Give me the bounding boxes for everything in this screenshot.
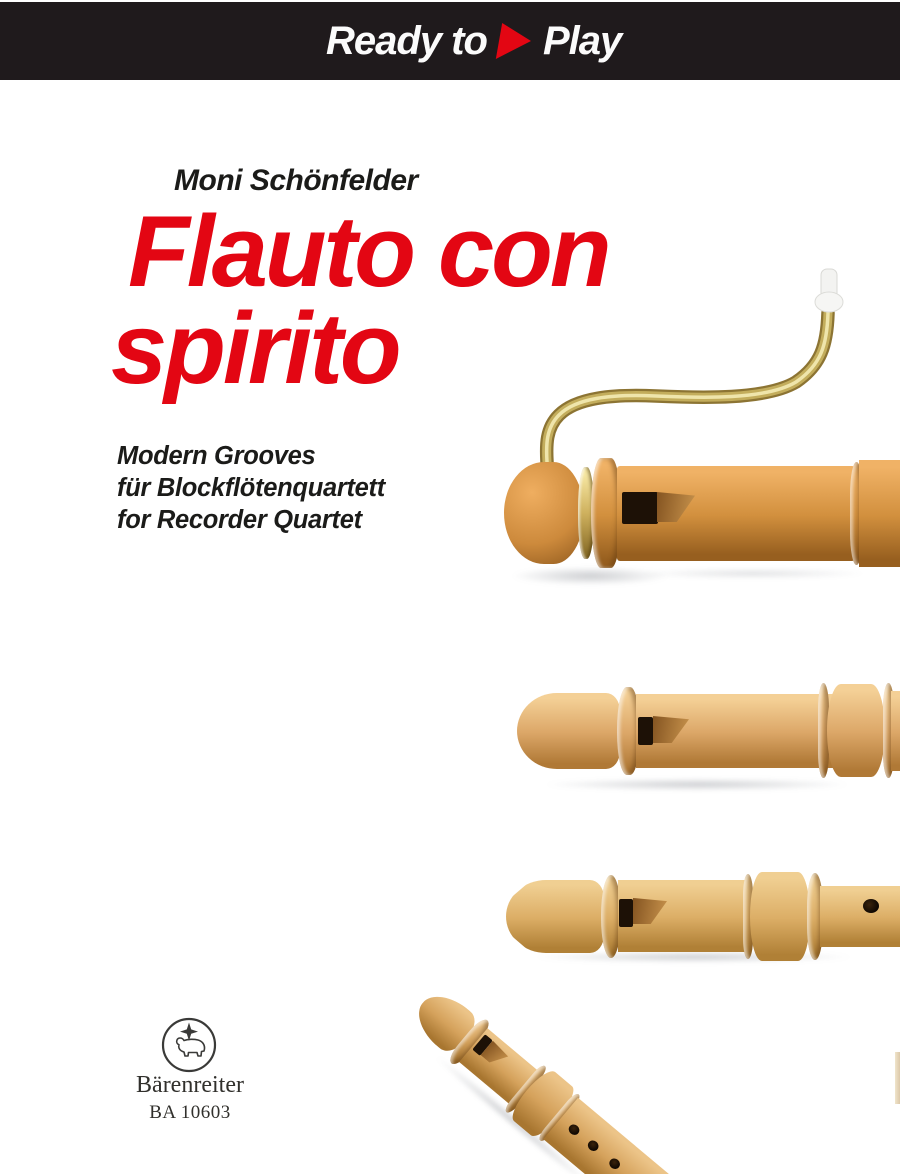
labium-window xyxy=(638,717,653,745)
publisher-name: Bärenreiter xyxy=(136,1072,244,1098)
recorder-cap xyxy=(504,462,584,564)
recorder-body-section xyxy=(820,886,900,947)
series-title xyxy=(326,2,621,80)
joint-bulge xyxy=(827,684,885,777)
alto-recorder-illustration xyxy=(492,872,900,968)
white-mouthpiece-icon xyxy=(815,269,843,312)
labium-window xyxy=(619,899,633,927)
subtitle-line-3: for Recorder Quartet xyxy=(117,506,362,534)
title-line-1: Flauto con xyxy=(128,196,609,308)
baerenreiter-bear-logo-icon xyxy=(159,1014,219,1074)
recorder-edge-fragment xyxy=(895,1052,900,1104)
tenor-recorder-illustration xyxy=(505,683,900,795)
labium-window xyxy=(622,492,658,524)
recorder-shadow xyxy=(618,567,888,580)
subtitle-line-1: Modern Grooves xyxy=(117,442,316,470)
series-banner xyxy=(0,2,900,80)
bass-recorder-illustration xyxy=(498,452,900,592)
subtitle-line-2: für Blockflötenquartett xyxy=(117,474,385,502)
joint-bulge xyxy=(750,872,810,961)
play-triangle-icon xyxy=(496,23,534,59)
recorder-body-section xyxy=(859,460,900,567)
finger-hole xyxy=(863,899,879,913)
title-line-2: spirito xyxy=(111,293,399,405)
catalog-number: BA 10603 xyxy=(149,1102,231,1123)
recorder-beak xyxy=(517,693,620,769)
series-label-pre: Ready to xyxy=(326,18,487,63)
recorder-shadow xyxy=(517,777,877,792)
bear-icon xyxy=(177,1038,205,1056)
recorder-beak xyxy=(506,880,604,953)
author-name: Moni Schönfelder xyxy=(174,164,418,197)
subtitle xyxy=(117,440,385,536)
soprano-recorder-illustration xyxy=(393,971,709,1174)
recorder-body-section xyxy=(891,691,900,771)
brass-bocal-illustration xyxy=(500,253,860,468)
series-label-post: Play xyxy=(542,18,622,63)
